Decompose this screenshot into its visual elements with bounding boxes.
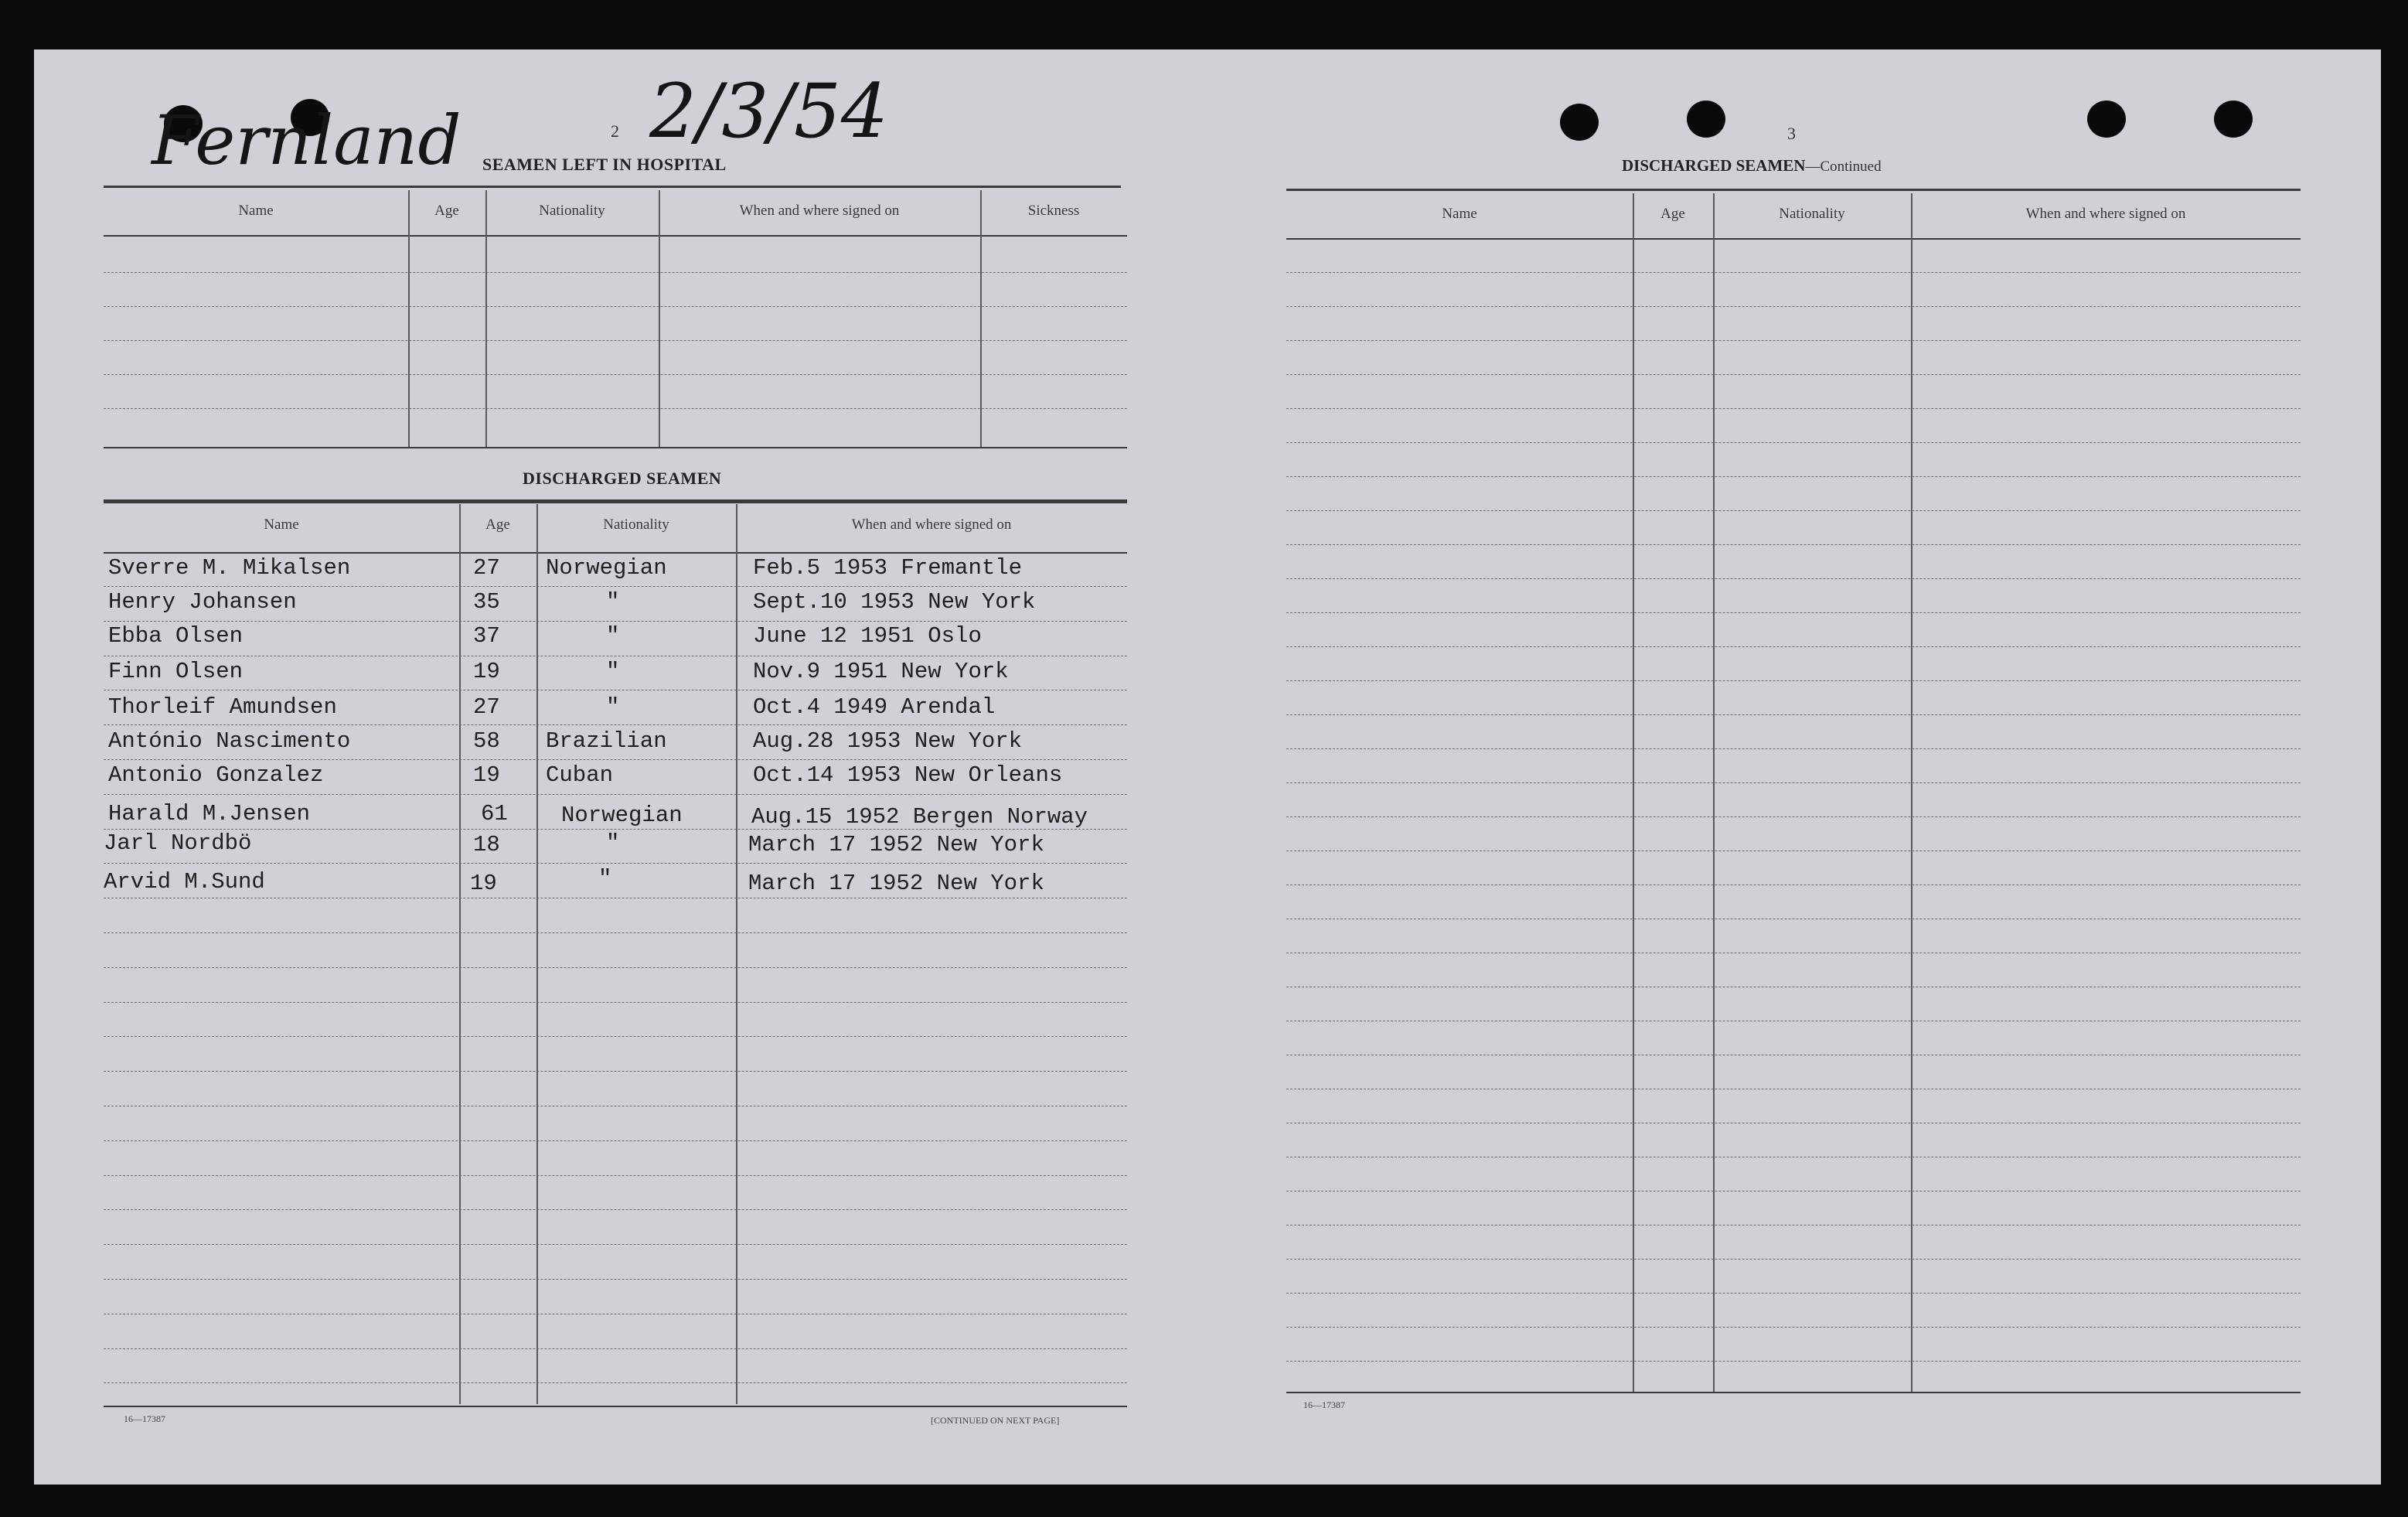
seaman-name: Henry Johansen [108,589,297,615]
ruled-line [1286,544,2301,545]
ruled-line [1286,714,2301,715]
ruled-line [104,1382,1127,1383]
seaman-nationality: Cuban [546,762,614,788]
ruled-line [104,1002,1127,1003]
left-form-number: 16—17387 [124,1413,165,1424]
discharged-col-name: Name [264,516,299,533]
seaman-signed-on: Sept.10 1953 New York [753,589,1036,615]
ruled-line [1286,612,2301,613]
seaman-signed-on: Oct.14 1953 New Orleans [753,762,1063,788]
ruled-line [1286,1361,2301,1362]
right-title-suffix: —Continued [1805,159,1882,175]
seaman-signed-on: Aug.28 1953 New York [753,728,1023,754]
ruled-line [1286,476,2301,477]
seaman-age: 37 [473,623,500,649]
seaman-signed-on: June 12 1951 Oslo [753,623,982,649]
punch-hole [1687,101,1725,138]
ruled-line [104,759,1127,760]
seaman-age: 27 [473,694,500,720]
seaman-name: António Nascimento [108,728,351,754]
seaman-nationality: " [598,866,612,891]
ruled-line [104,1348,1127,1349]
ruled-line [104,1036,1127,1037]
right-col-name: Name [1442,206,1477,222]
seaman-name: Jarl Nordbö [104,830,252,856]
ruled-line [104,1244,1127,1245]
right-col-age: Age [1660,206,1685,222]
ruled-line [104,586,1127,587]
seaman-nationality: " [606,830,620,856]
left-page-number: 2 [611,121,619,141]
ruled-line [104,932,1127,933]
ruled-line [1286,748,2301,749]
ruled-line [104,1279,1127,1280]
handwritten-vessel-name: Fernland [152,101,462,180]
seaman-name: Finn Olsen [108,659,244,684]
seaman-age: 61 [481,801,508,827]
handwritten-date: 2/3/54 [649,68,888,155]
seaman-name: Ebba Olsen [108,623,244,649]
ruled-line [104,967,1127,968]
ruled-line [1286,306,2301,307]
ruled-line [104,621,1127,622]
seaman-signed-on: Oct.4 1949 Arendal [753,694,996,720]
seaman-age: 19 [473,762,500,788]
hospital-col-signed-on: When and where signed on [739,203,900,219]
seaman-nationality: Norwegian [561,803,683,828]
discharged-col-nationality: Nationality [603,516,669,533]
seaman-name: Arvid M.Sund [104,869,265,895]
ruled-line [1286,374,2301,375]
right-col-signed-on: When and where signed on [2025,206,2186,222]
seaman-signed-on: Nov.9 1951 New York [753,659,1009,684]
ruled-line [1286,816,2301,817]
seaman-signed-on: March 17 1952 New York [748,832,1044,857]
ruled-line [104,1175,1127,1176]
seaman-nationality: Norwegian [546,555,667,581]
seaman-age: 58 [473,728,500,754]
ruled-line [104,863,1127,864]
seaman-age: 27 [473,555,500,581]
ruled-line [1286,578,2301,579]
right-col-nationality: Nationality [1779,206,1845,222]
seaman-name: Sverre M. Mikalsen [108,555,351,581]
hospital-col-age: Age [434,203,459,219]
ruled-line [1286,1225,2301,1226]
ruled-line [1286,340,2301,341]
seaman-name: Harald M.Jensen [108,801,311,827]
ruled-line [1286,442,2301,443]
continued-note: [CONTINUED ON NEXT PAGE] [931,1415,1060,1426]
ruled-line [104,1140,1127,1141]
ruled-line [1286,680,2301,681]
right-title-main: DISCHARGED SEAMEN [1622,156,1806,175]
discharged-col-age: Age [485,516,510,533]
document-sheet [34,49,2381,1485]
ruled-line [1286,646,2301,647]
seaman-nationality: " [606,659,620,684]
seaman-age: 35 [473,589,500,615]
seaman-age: 19 [470,871,497,896]
seaman-nationality: " [606,694,620,720]
seaman-signed-on: Feb.5 1953 Fremantle [753,555,1023,581]
seaman-age: 18 [473,832,500,857]
seaman-name: Thorleif Amundsen [108,694,337,720]
hospital-section-title: SEAMEN LEFT IN HOSPITAL [482,155,727,174]
hospital-col-sickness: Sickness [1027,203,1080,219]
punch-hole [1560,104,1599,141]
discharged-section-title: DISCHARGED SEAMEN [523,469,722,488]
seaman-nationality: " [606,589,620,615]
ruled-line [104,724,1127,725]
ruled-line [1286,1293,2301,1294]
right-page-number: 3 [1787,124,1796,143]
seaman-name: Antonio Gonzalez [108,762,324,788]
right-page-title [1622,156,1882,176]
seaman-nationality: " [606,623,620,649]
seaman-signed-on: Aug.15 1952 Bergen Norway [751,804,1088,830]
discharged-col-signed-on: When and where signed on [851,516,1012,533]
right-form-number: 16—17387 [1303,1399,1345,1410]
hospital-col-name: Name [238,203,274,219]
punch-hole [2214,101,2253,138]
ruled-line [1286,782,2301,783]
ruled-line [1286,1259,2301,1260]
hospital-col-nationality: Nationality [539,203,605,219]
ruled-line [104,794,1127,795]
seaman-nationality: Brazilian [546,728,667,754]
ruled-line [1286,272,2301,273]
ruled-line [104,1209,1127,1210]
ruled-line [1286,510,2301,511]
punch-hole [2087,101,2126,138]
seaman-age: 19 [473,659,500,684]
ruled-line [1286,408,2301,409]
ruled-line [1286,1327,2301,1328]
ruled-line [104,1071,1127,1072]
seaman-signed-on: March 17 1952 New York [748,871,1044,896]
